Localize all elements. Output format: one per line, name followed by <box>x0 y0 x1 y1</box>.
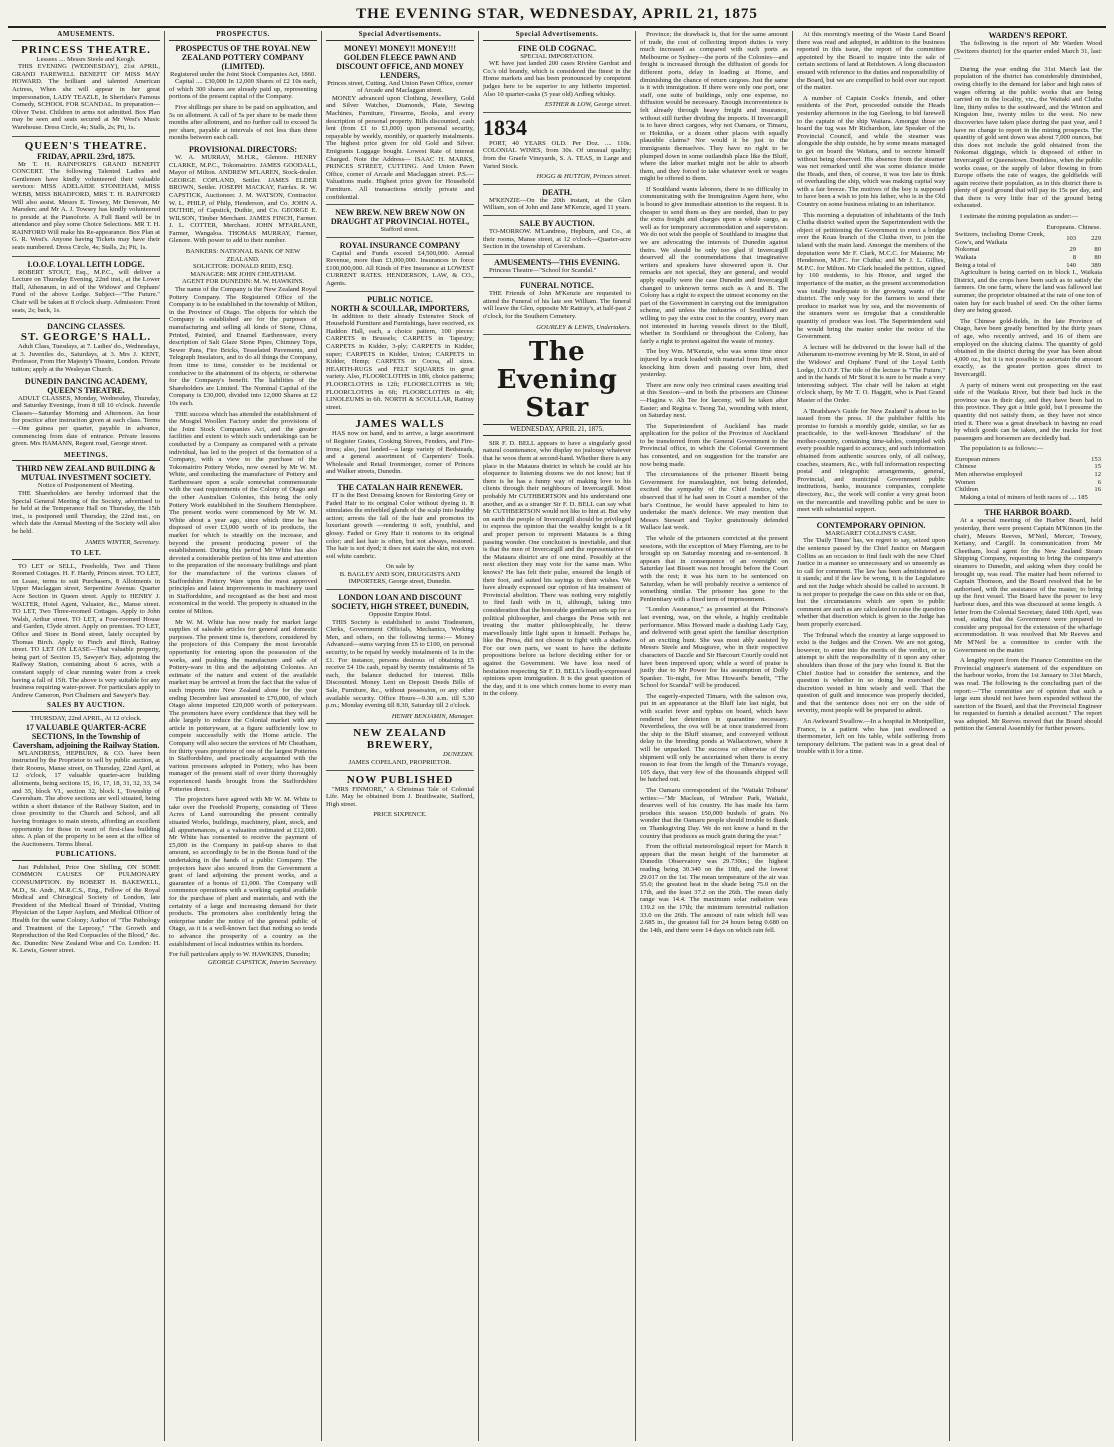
pop2-label: Children <box>955 486 979 494</box>
editorial-body: SIR F. D. BELL appears to have a singularly good natural countenance, who display no jealousy whatever that he woos them at second-hand. Whether there is any place in the Mataura district in which he could air his eloquence to listening dozens we do not know; but if there is he has a funny way of making love to his clients through their neighbours of Invercargill. Most probably Mr CUTHBERTSON and his understand one another, and as a stranger Sir F. D. BELL can say what Mr CUTHBERTSON would not like to hint at. But why on earth the people of Invercargill should be privileged to express the opinion that the wealthy knight is a fit and proper person to represent Mataura is a thing passing wonder. One conclusion is inevitable, and that is that the men of Invercargill and the representative of the Mataura district are of one mind. Possibly at the next election they may vote for the same man. Who knows? He has felt their pulse, ensured the length of their foot, and suited his sayings to their wishes. We have already expressed our opinion of his treatment of Provincial abolition. There was nothing very mightily to find fault with in it, although, taking into consideration that the honorable gentleman sets up for a political philosopher, and charges the Press with not treating the matter philosophically, he threw marvellously little light upon it himself. Perhaps he, like the Press, did not choose to fight with a shadow. For our own parts, we want to have the definite propositions before us before deciding either for or against the Government. We have less need of hesitation respecting Sir F. D. BELL's loudly-expressed opinions upon immigration. It is the great question of the day, and it is one which comes home to every man in the colony. <box>483 439 631 698</box>
news-paragraph: Province; the drawback is, that for the same amount of trade, the cost of collecting import duties is very much increased as compared with such ports as Melbourne or Sydney—the ports of the Colonies—and freight is increased through the diffusion of goods for different ports, delay in loading at Home, and diminishing the chance of return cargoes. Just the same is it with immigration. If there were only one port, one staff, one suite of buildings, only one expense, no diffusion would be necessary. Enough inconvenience is felt already through heavy freight and insurance, without still further dividing the imports. If Invercargill is to have direct cargoes, why not Oamaru, or Timaru, or Hokitika, or a dozen other places with equally plausible claims? Nor would it be just to the immigrants themselves. They have no right to be plumped down in some outlandish place like the Bluff, where the labor market might not be able to absorb them, and they forced to take whatever work or wages might be offered to them. <box>640 31 788 183</box>
lodge-body: ROBERT STOUT, Esq., M.P.C., will deliver a Lecture on Thursday Evening, 22nd inst., at the Lower Hall, Athenæum, in aid of the Widows' and Orphans' Fund of the above Lodge. Subject—"The Future." Chair will be taken at 8 o'clock sharp. Admission: Front seats, 2s; back, 1s. <box>12 268 160 314</box>
prospectus-body-1: The name of the Company is the New Zealand Royal Pottery Company. The Registered Office of the Company is to be established in the township of Milton, in the Province of Otago. The objects for which the Company is established are for the purposes of manufacturing and selling all kinds of Stone, China, Printed, Painted, and Enamel Earthenware, every description of Salt Glaze Stone Pipes, Chimney Tops, Sewer Pans, Fire Bricks, Tesselated Pavements, and Telegraph Insulators, and to do all things the Company, from time to time, consider to be incidental or conducive to the attainment of its objects, or otherwise for the Company's benefit. The liabilities of the Shareholders are Limited. The Nominal Capital of the Company is £30,000, divided into 12,000 Shares at £2 10s each. <box>169 286 317 407</box>
population-table-2 <box>954 456 1102 494</box>
walls-title: JAMES WALLS <box>355 418 445 431</box>
table-row <box>954 471 1102 479</box>
cognac-sub: SPECIAL IMPORTATION. <box>520 52 594 60</box>
cognac-signature: ESTHER & LOW, George street. <box>544 101 631 109</box>
warden-paragraph: A party of miners went out prospecting on the east side of the Waikaia River, but their bad luck in the province was in their day, and they have been bad in this province. They got a little gold, but I presume the quantity did not satisfy them, as they have not since tried it. There was a great drawback in having no road by which goods can be taken, and the tracks for foot passengers and horsemen are decidedly bad. <box>954 381 1102 442</box>
pop-chinese: 80 <box>1094 246 1101 254</box>
prospectus-sig-1: For full particulars apply to W. HAWKINS, Dunedin; <box>169 951 311 959</box>
warden-paragraph: Agriculture is being carried on in block I., Waikaia District, and the crops have been such as to satisfy the farmers. On one farm, where the land was fallowed last summer, the proprietor obtained at the rate of one ton of oaten hay for each bushel of seed. On the other farms they are being grazed. <box>954 269 1102 315</box>
cognac-body: WE have just landed 200 cases Rivière Gardrat and Co.'s old brandy, which is considered the finest in the Home markets and has been pronounced by competent judges here to be superior to any hitherto imported. Also 10 quarter-casks (5 year old) Ardbeg whisky. <box>483 60 631 98</box>
walls-body: HAS now on hand, and to arrive, a large assortment of Register Grates, Cooking Stoves, Fenders, and Fire-irons; also, just landed—a large variety of Bedsteads, and a general assortment of Carpenters' Tools. Wholesale and Retail Ironmonger, corner of Princes and Walker streets, Dunedin. <box>326 430 474 476</box>
sale-body: TO-MORROW. M'Landress, Hepburn, and Co., at their rooms, Manse street, at 12 o'clock—Quarter-acre Section in the township of Caversham. <box>483 227 631 251</box>
sales-body: M'LANDRESS, HEPBURN, & CO. have been instructed by the Proprietor to sell by public auction, at their Rooms, Manse street, on Thursday, 22nd April, at 12 o'clock, 17 valuable quarter-acre building allotments, being sections 15, 16, 17, 18, 31, 32, 33, 34 and 35, block VI., section 32, block I., Township of Caversham. The above sections are well situated, being within a short distance of the Railway Station, and in close proximity to the Church and School, and all having frontages to main streets, affording an excellent opportunity for those in want of first-class building sites. A plan of the property to be seen at the office of the Auctioneers. Terms liberal. <box>12 749 160 848</box>
nowpub-title: NOW PUBLISHED <box>346 773 454 786</box>
pop-total-europeans: 140 <box>1066 261 1077 269</box>
nzb-place: DUNEDIN. <box>443 751 474 759</box>
news-paragraph: A number of Captain Cook's friends, and other residents of the Port, proceeded outside the Heads yesterday afternoon in the tug Geelong, to bid farewell to the captain of the ship Waitara. Amongst those on board the tug was Mr Richardson, late Speaker of the Provincial Council, and while the steamer was alongside the ship outside, he by some means managed to get on board the Waitara, and to secrete himself without being observed. His absence from the steamer was not remarked until she was some distance inside the Heads, and then, of course, it was too late to think of overhauling the ship, which was making capital way with a fair breeze. The motives of the boy is supposed to have been a wish to join his father, who is in the Old Country on some business relating to an inheritance. <box>797 94 945 209</box>
harbour-body: At a special meeting of the Harbor Board, held yesterday, there were present Captain M'Kinnon (in the chair), Messrs Reeves, M'Neil, Mercer, Towsey, Kettany, and Cargill. In communication from Mr Cheetham, local agent for the New Zealand Steam Shipping Company, requesting to bring the company's steamers to Dunedin, and asking when they could be brought up, was read. The matter had been referred to Captain Thomson, and the Board resolved that he be authorised, with the assistance of the master, to bring up the first vessel. The Board have the power to levy harbour dues, and this was discussed at some length. A letter from the Colonial Secretary, dated 10th April, was read, stating that the Government were prepared to consider any proposal for the extension of the wharfage accommodation. It was resolved that Mr Reeves and Mr M'Neil be a committee to confer with the Government on the matter. <box>954 517 1102 654</box>
news-paragraph: The Oamaru correspondent of the 'Waitaki Tribune' writes:—"Mr Maclean, of Windsor Park, Waitaki, deserves well of his country. He has made his farm produce this season 150,000 bushels of grain. No wonder that the Oamaru people should trouble to thank on Thanksgiving Day. We do not know a hand in the country that produces as much grain during the year." <box>640 787 788 840</box>
meetings-header: MEETINGS. <box>12 452 160 462</box>
port-signature: HOGG & HUTTON, Princes street. <box>536 173 631 181</box>
prospectus-terms: Five shillings per share to be paid on application, and 5s on allotment. A call of 5s per share to be made three months after allotment, and no further call to exceed 5s per share, payable at intervals of not less than three months between each call. <box>169 103 317 142</box>
pop-chinese: 229 <box>1091 235 1101 243</box>
pop-europeans: 29 <box>1069 246 1077 254</box>
queens-title: QUEEN'S THEATRE. <box>24 139 148 152</box>
table-row <box>954 262 1102 270</box>
news-paragraph: A 'Bradshaw's Guide for New Zealand' is about to be issued from the press. If the publisher fulfils his promise to furnish a monthly guide, similar, so far as practicable, to the well-known 'Bradshaw' of the mother-country, containing time-tables, compiled with every possible regard to accuracy, and such information obtained from authentic sources only, of all railway, coaches, steamers, &c., with full information respecting postal and telegraphic arrangements, general, Provincial, and municipal Government public institutions, banks, insurance companies, complete directory, &c., the work will confer a very great boon on the mercantile and travelling public and be sure to meet with substantial support. <box>797 407 945 514</box>
population-2-intro: The population is as follows:— <box>960 445 1044 453</box>
sale-title: SALE BY AUCTION. <box>519 218 595 228</box>
manager: MANAGER: MR JOHN CHEATHAM. <box>190 270 296 278</box>
prospectus-body-2: THE success which has attended the establishment of the Mosgiel Woollen Factory under the provisions of the Joint Stock Companies Act, and the greater facilities and extent to which such undertakings can be conducted by a Company as compared with a private individual, has led to the project of the formation of a Company, with a view to the purchase of the Tokomairiro Pottery Works, now owned by Mr W. M. White, and conducting the manufacture of Pottery and Earthenware upon a scale somewhat commensurate with the vast requirements of the Colony of Otago and the other Australian Colonies, this being the only Pottery Work established in the Southern Hemisphere. The present works were commenced by Mr W. M. White about a year ago, since which time he has disposed of over £3,000 worth of its products, the market for which is steadily on the increase, and beyond the present producing power of the establishment. During this period Mr White has also devoted a considerable portion of his time and attention to the preparation of the necessary buildings and plant for the manufacture of the various classes of Staffordshire Pottery Ware upon the most approved principles and latest improvements in machinery used in Staffordshire, and recognised as the best and most economical in the world. The property is situated in the centre of Milton. <box>169 410 317 615</box>
publications-header: PUBLICATIONS. <box>12 851 160 861</box>
news-paragraph: The whole of the prisoners convicted at the present sessions, with the exception of Mary Fleming, are to be brought up on Saturday morning and re-sentenced. It appears that in consequence of an oversight on Saturday last Bissett was not brought before the Court with the rest; it was his turn to be sentenced on Saturday, when he will probably receive a sentence of something similar. The prisoner has gone to the Penitentiary with a fixed term of imprisonment. <box>640 535 788 603</box>
queens-date: FRIDAY, APRIL 23rd, 1875. <box>37 151 135 161</box>
nzb-proprietor: JAMES COPELAND, PROPRIETOR. <box>348 758 452 766</box>
scoullar-body: In addition to their already Extensive Stock of Household Furniture and Furnishings, have received, ex Haddon Hall, each, a choice pattern, 100 pieces: CARPETS in Brussels; CARPETS in Tapestry; CARPETS in Kidder, 3-ply; CARPETS in Kidder, super; CARPETS in Kidder, Union; CARPETS in Kidder, Hemp; CARPETS in Cocoa, all sizes. HEARTH-RUGS and FELT SQUARES in great variety. Also, FLOORCLOTHS in 18ft, choice patterns; FLOORCLOTHS in 12ft; FLOORCLOTHS in 9ft; FLOORCLOTHS in 6ft; FLOORCLOTHS in 4ft; LINOLEUMS in 6ft. NORTH & SCOULLAR, Rattray street. <box>326 312 474 411</box>
paper-date: WEDNESDAY, APRIL 21, 1875. <box>483 424 631 436</box>
sales-date: THURSDAY, 22nd APRIL, At 12 o'clock. <box>30 714 142 722</box>
death-title: DEATH. <box>542 187 572 197</box>
building-society-ad <box>12 464 160 546</box>
loan-address: Opposite Empire Hotel. <box>368 611 432 619</box>
fleece-title: GOLDEN FLEECE PAWN AND DISCOUNT OFFICE, AND MONEY LENDERS, <box>336 52 464 80</box>
hair-body: IT is the Best Dressing known for Restoring Grey or Faded Hair to its original Color without dyeing it. It stimulates the enfeebled glands of the scalp into healthy action; arrests the fall of the hair and promotes its luxuriant growth —rendering it soft, youthful, and glossy. Faded or Grey Hair it restores to its original color; and last hair is often, but not always, restored. The hair is not dyed; it does not stain the skin, not even soil white cambric. <box>326 491 474 560</box>
cognac-title: FINE OLD COGNAC. <box>517 43 596 53</box>
loan-body: THIS Society is established to assist Tradesmen, Clerks, Government Officials, Mechanics, Working Men, and others, on the following terms:— Money Advanced—sums varying from £5 to £100, on personal security, to be repaid by weekly instalments of 1s in the £1. For instance, persons desirous of obtaining £5 receive £4 10s cash, repaid by twenty instalments of 5s each, the balance deducted for interest. Bills Discounted. Money Lent on Deposit Deeds Bills of Sale, Furniture, &c., without possession, or any other available security. Office Hours—9.30 a.m. till 5.30 p.m.; Monday evening till 8.30, Saturday till 2 o'clock. <box>326 618 474 710</box>
loan-signature: HENRY BENJAMIN, Manager. <box>391 712 474 720</box>
warden-title: WARDEN'S REPORT. <box>988 31 1068 40</box>
news-paragraph: The eagerly-expected Timaru, with the salmon ova, put in an appearance at the Bluff late last night, but with scarlet fever and typhus on board, which have rendered her detention in quarantine necessary. Nevertheless, the ova will be at once transferred from the ship to the Bluff steamer, and conveyed without delay to the breeding ponds at Wallacetown, where it will be unpacked. The success or otherwise of the shipment will only be ascertained when there is every reason to fear from the length of the Timaru's voyage, 105 days, that very few of the thousands shipped will be hatched out. <box>640 692 788 784</box>
princess-body: THIS EVENING (WEDNESDAY), 21st APRIL, GRAND FAREWELL BENEFIT OF MISS MAY HOWARD. The brilliant and talented American Actress, When she will appear in her great impersonation, LADY TEAZLE, In Sheridan's Famous Comedy, SCHOOL FOR SCANDAL. In preparation—Oliver Twist. Children in arms not admitted. Box Plan may be seen and seats secured at Mr West's Music Warehouse. Dress Circle, 4s; Stalls, 2s; Pit, 1s. <box>12 63 160 131</box>
money-heading: MONEY! MONEY!! MONEY!!! <box>344 43 456 53</box>
paper-title: The Evening Star <box>496 337 618 424</box>
hair-sale: On sale by <box>385 563 415 571</box>
prospectus-body-3: Mr W. M. White has now ready for market large supplies of saleable articles for general and domestic purposes. The present time is, therefore, considered by the projectors of this Company the most favorable opportunity for entering upon the possession of the works, and pushing the manufacture and sale of Pottery-ware in this and the adjoining Colonies. An estimate of the nature and extent of the available market may be arrived at from the fact that the value of such imports into New Zealand alone for the year ending December last amounted to £70,000, of which Otago alone imported £20,000 worth of potteryware. The promoters have every confidence that they will be able largely to reduce the Colonial market with any article in potteryware, at a figure sufficiently low to compete successfully with the Home article. The Company will also secure the services of Mr Cheatham, for thirty years proprietor of one of the largest Potteries in Staffordshire, and practically acquainted with the various processes adopted in Pottery, who has been manager of the present staff of over thirty thoroughly experienced hands brought from the Staffordshire Potteries direct. <box>169 618 317 793</box>
pop2-label: Chinese <box>955 463 977 471</box>
column-special-ads-2 <box>479 31 636 1441</box>
news-paragraph: This morning a deputation of inhabitants of the Inch Clutha district waited upon the Superintendent with the object of petitioning the Government to erect a bridge over the Koau branch of the Clutha river, to join the island with the main land. Amongst the members of the deputation were Mr F. Clark, M.C.C. for Mataura; Mr Henderson, M.P.C. for Clutha; and Mr J. L. Gillies, M.P.C. for Milton. Mr Clark headed the petition, signed by 160 residents, to his Honor, and urged the importance of the matter, as the present accommodation was totally inadequate to the growing wants of the district. The only way for the farmers to send their produce to market was by sea, and the movements of the steamers were so irregular that a considerable quantity of produce was lost. The Superintendent said he would bring the matter under the notice of the Government. <box>797 211 945 341</box>
news-paragraph: A lecture will be delivered in the lower hall of the Athenæum to-morrow evening by Mr R. Stout, in aid of the Widows' and Orphans' Fund of the Loyal Leith Lodge, I.O.O.F. The title of the lecture is "The Future," and in the hands of Mr Stout it is sure to be made a very interesting subject. The chair will be taken at eight o'clock sharp, by Mr T. O. Haggitt, who is Past Grand Master of the Order. <box>797 343 945 404</box>
news-paragraph: An Awkward Swallow.—In a hospital in Montpellier, France, is a patient who has just swallowed a thermometer, left on his table, while suffering from temporary delirium. The patient was in a great deal of trouble with it for a time. <box>797 718 945 756</box>
fleece-address: Princes street, Cutting. And Union Pawn Office, corner of Arcade and Maclaggan street. <box>327 79 473 95</box>
news-paragraph: The Superintendent of Auckland has made application for the police of the Province of Auckland to be transferred from the General Government to the Provincial office, to which the Colonial Government has consented, and on suggestion for the transfer are now being made. <box>640 422 788 468</box>
pop-europeans: 8 <box>1072 254 1077 262</box>
news-paragraph: From the official meteorological report for March it appears that the mean height of the barometer at Dunedin Observatory was 29.730in.; the highest reading being 30.340 on the 10th, and the lowest 29.017 on the 1st. The mean temperature of the air was 55.0; the greatest heat in the shade being 75.0 on the 17th, and the least 37.2 on the 26th. The mean daily range was 14.4. The maximum solar radiation was 139.2 on the 17th; the minimum terrestrial radiation 33.0 on the 26th. The amount of rain which fell was 2.685 in., the greatest fall for 24 hours being 0.680 on the 14th, and there were 14 days on which rain fell. <box>640 843 788 934</box>
harbour-paragraph: A lengthy report from the Finance Committee on the Provincial engineer's statement of the expenditure on the harbour works, from the 1st January to 31st March, was read. The following is the concluding part of the report:—"The committee are of opinion that such a large sum should not have been expended without the sanction of the Board, and that the Provincial Engineer be requested to furnish a detailed account." The report was adopted. Mr Reeves moved that the Board should petition the General Assembly for further powers. <box>954 657 1102 733</box>
dancing-title: DANCING CLASSES. <box>47 322 125 332</box>
collins-title: MARGARET COLLINS'S CASE. <box>825 529 917 537</box>
warden-intro: The following is the report of Mr Warden Wood (Switzers district) for the quarter ended March 31, last:— <box>954 40 1102 63</box>
table-row <box>954 254 1102 262</box>
directors-list: W. A. MURRAY, M.H.R., Glenore. HENRY CLARKE, M.P.C., Tokomairiro. JAMES GOODALL, Mayor of Milton. ANDREW M'LAREN, Stock-dealer. GEORGE COPLAND, Settler. JAMES ELDER BROWN, Settler. JOSEPH MACKAY, Fairfax. R. W. CAPSTICK, Auctioneer. J. M. WATSON, Contractor. W. L. PHILP, of Philp, Henderson, and Co. JOHN A. DUTHIE, of Capstick, Duthie, and Co. GEORGE E. WILSON, Timber Merchant. JAMES FINCH, Farmer. J. L. COTTER, Merchant. JOHN M'FARLANE, Farmer, Wangaloa. THOMAS MURRAY, Farmer, Glenore. With power to add to their number. <box>169 153 317 245</box>
table-row <box>954 486 1102 494</box>
dancing-ad <box>12 322 160 448</box>
port-year: 1834 <box>483 114 527 140</box>
population-2-total: Making a total of miners of both races of .... 185 <box>960 493 1088 501</box>
nowpub-body: "MRS FINMORE," A Christmas Tale of Colonial Life. May be obtained from J. Braithwaite, Stafford, High street. <box>326 785 474 808</box>
news-paragraph: At this morning's meeting of the Waste Land Board there was read and adopted, in addition to the business reported in this issue, the report of the committee appointed by the Board to inquire into the sale of certain sections of land at Reidstown. A long discussion ensued with reference to the duties and responsibility of the Board, but we are compelled to hold over our report of the matter. <box>797 31 945 92</box>
news-paragraph: The circumstances of the prisoner Bissett being Government for manslaughter, not being defended, excited the sympathy of the Chief Justice, who observed that if he had seen in Court a member of the bar's Continue, he would have appealed to him to undertake the man's defence. We may mention that Messrs Stewart and Taylor gratuitously defended Wallace last week. <box>640 471 788 532</box>
amuse-title: AMUSEMENTS—THIS EVENING. <box>494 257 620 267</box>
queens-theatre-ad <box>12 140 160 252</box>
pop2-value: 12 <box>1094 471 1101 479</box>
news-paragraph: If Southland wants laborers, there is no difficulty in communicating with the Immigration Agent here, who is bound to give immediate attention to the request. It is cheaper to send them as they are needed, than to pay the extra freight and charges upon a whole cargo, as well as for temporary accommodation and supervision. We do not wish the people of Southland to imagine that we are advocating the interests of Dunedin against theirs. We should be only too glad if Invercargill deserved all the commendations that imaginative writers and speakers have showered upon it. Our remarks are not special, they are general, and would apply equally were the case Dunedin and Invercargill changed to unknown terms such as A and B. The Colony has a right to expect the utmost economy on the part of the Government in carrying out the immigration scheme, and unless the industries of Southland are willing to pay the extra cost to the country, every man not interested in having vessels direct to the Bluff, whether in Southland or throughout the Colony, has fairly a right to protest against the waste of money. <box>640 185 788 345</box>
academy-title: DUNEDIN DANCING ACADEMY, QUEEN'S THEATRE. <box>24 376 148 395</box>
pop-head-place <box>954 224 1046 232</box>
pop-total-chinese: 389 <box>1091 261 1101 269</box>
funeral-title: FUNERAL NOTICE. <box>520 281 594 291</box>
columns <box>8 31 1106 1441</box>
masthead <box>8 6 1106 28</box>
publications-body: Just Published, Price One Shilling, ON SOME COMMON CAUSES OF PULMONARY CONSUMPTION. By ROBERT H. BAKEWELL, M.D., St. Andr., M.R.C.S., Eng., Fellow of the Royal Medical and Chirurgical Society of London, late President of the Medical Board of Trinidad, Visiting Physician of the Leper Asylum, and Medical Officer of Health for the same Colony; Author of "The Pathology and Treatment of the Leprosy," "The Growth and Reproduction of the Red Corpuscles of the Blood," &c. &c. Dunedin: New Zealand Wise and Co. London: H. K. Lewis, Gower street. <box>12 863 160 955</box>
table-row <box>954 246 1102 254</box>
prospectus-capital: Capital .... £30,000 In 12,000 Shares of £2 10s each, of which 300 shares are already paid up, representing portions of the present capital of the Company. <box>169 78 317 101</box>
prospectus-sig-2: GEORGE CAPSTICK, Interim Secretary. <box>207 958 317 966</box>
scoullar-title: NORTH & SCOULLAR, IMPORTERS, <box>330 303 470 313</box>
pop-head-europeans: Europeans. <box>1046 223 1077 231</box>
pop-total-label: Being a total of <box>955 261 996 269</box>
nowpub-price: PRICE SIXPENCE. <box>373 811 427 819</box>
pop2-value: 16 <box>1094 486 1101 494</box>
sales-header: SALES BY AUCTION. <box>12 702 160 712</box>
royal-body: Capital and Funds exceed £4,500,000. Annual Revenue, more than £1,000,000. Insurances in force £100,000,000. All Kinds of Fire Insurance at LOWEST CURRENT RATES. HENDERSON, LAW, & CO., Agents. <box>326 249 474 288</box>
brew-address: Stafford street. <box>380 226 420 234</box>
table-row <box>954 479 1102 487</box>
harbour-title: THE HARBOR BOARD. <box>984 508 1072 518</box>
column-prospectus <box>165 31 322 1441</box>
hair-title: THE CATALAN HAIR RENEWER. <box>337 482 463 492</box>
building-sub: Notice of Postponement of Meeting. <box>37 482 135 490</box>
special-ads-header-2: Special Advertisements. <box>483 31 631 41</box>
pop2-label: Women <box>955 478 976 486</box>
princess-title: PRINCESS THEATRE. <box>21 43 151 56</box>
pop-chinese: 80 <box>1094 254 1101 262</box>
column-news-1 <box>636 31 793 1441</box>
prospectus-body-4: The projectors have agreed with Mr W. M. White to take over the Freehold Property, consisting of Three Acres of Land surrounding the present centrally situated Works, buildings, machinery, plant, stock, and all appurtenances, at a valuation estimated at £12,000. Mr White has consented to receive the payment of £5,000 in the Company in paid-up shares to that amount, so accordingly to be in the Bonus fund of the undertaking in the hands of a public Company. The projectors have also secured from the Government a grant of land adjoining the present works, and a guarantee of a bonus of £1,000. The Company will commence operations with a working capital available for the purchase of plant and materials, and with the certainty of a large and increasing demand for their products. The promoters also confidently bring the enterprise under the notice of the general public of Otago, as it is a well-known fact that nothing so tends to advance the prosperity of a country as the establishment of local industries within its borders. <box>169 796 317 948</box>
brew-title: NEW BREW. NEW BREW NOW ON DRAUGHT AT PROVINCIAL HOTEL, <box>330 208 470 227</box>
pop-place: Waikaia <box>955 254 977 262</box>
warden-paragraph: During the year ending the 31st March last the population of the district has considerably diminished, owing chiefly to the demand for labor and high rates of wages offering at the public works that are being carried on in the locality, viz., the Waitaki and Clutha line, thirty miles to the southward, and the Winton and Kingston line, twenty miles to the west. No new discoveries have taken place during the past year, and I have no change to report in the mining prospects. The quantity of gold sent down was about 7,000 ounces, but this does not include the gold obtained from the Nokomai diggings, which is disposed of either in Invercargill or Queenstown. Doubtless, when the public works cease, or the supply of labor flowing in from Europe offsets the rate of wages, the goldfields will again receive their population, as in this district there is plenty of good ground that will pay its 15s per day, and that there is very little fear of the ground being exhausted. <box>954 65 1102 210</box>
tolet-header: TO LET. <box>12 550 160 560</box>
building-signature: JAMES WINTER, Secretary. <box>85 538 160 546</box>
sales-title: 17 VALUABLE QUARTER-ACRE SECTIONS, In the Township of Caversham, adjoining the Railway Station. <box>12 722 160 750</box>
column-news-2 <box>793 31 950 1441</box>
news-paragraph: The 'Daily Times' has, we regret to say, seized upon the sentence passed by the Chief Justice on Margaret Collins as an occasion to find fault with the new Chief Justice in a manner so unnecessary and so unseemly as to call for comment. The law has been administered as it stands; and if the law be wrong, it is the Legislature and not the Judge which should be called to account. It is not proper to prejudge the case on this side or on that, but the circumstances which are open to public comment are such as are calculated to raise the question whether that discretion which is given to the Judge has been properly exercised. <box>797 537 945 628</box>
loan-title: LONDON LOAN AND DISCOUNT SOCIETY, HIGH STREET, DUNEDIN, <box>331 593 469 612</box>
pop-place: Nokomai <box>955 246 980 254</box>
fleece-body: MONEY advanced upon Clothing, Jewellery, Gold and Silver Watches, Diamonds, Plate, Sewing Machines, Furniture, Firearms, Books, and every description of personal property. Bills discounted, cash lent (from £1 to £1,000) upon personal security, repayable by weekly, monthly, or quarterly instalments. The highest price given for old Gold and Silver. Emigrants Luggage bought. Lowest Rate of interest Charged. Note the Address— ISAAC H. MARKS, PRINCES STREET, CUTTING. And Union Pawn Office, corner of Arcade and Maclaggan street. P.S.—Valuations made. Highest price given for Household Furniture. All transactions strictly private and confidential. <box>326 94 474 201</box>
news-paragraph: "London Assurance," as presented at the Princess's last evening, was, on the whole, a highly creditable performance. Miss Howard made a dashing Lady Gay, and delivered with great spirit the familiar description of an exciting hunt. She was most ably assisted by Messrs Steele and Musgrave, who in their respective characters of Dazzle and Sir Harcourt Courtly could not have been improved upon; while a word of praise is justly due to Mr Power for his assumption of Dolly Spanker. To-night, for Miss Howard's benefit, "The School for Scandal" will be produced. <box>640 606 788 690</box>
pop2-label: European miners <box>955 455 1000 463</box>
population-table <box>954 224 1102 270</box>
princess-theatre-ad <box>12 44 160 132</box>
pop2-value: 153 <box>1091 455 1101 463</box>
royal-title: ROYAL INSURANCE COMPANY <box>339 240 461 250</box>
building-body: THE Shareholders are hereby informed that the Special General Meeting of the Society, advertised to be held at the Temperance Hall on Thursday, the 15th inst., is postponed until Thursday, the 22nd inst., on which date the Annual Meeting of the Society will also be held. <box>12 489 160 535</box>
special-ads-header: Special Advertisements. <box>326 31 474 41</box>
news-paragraph: The boy Wm. M'Kenzie, who was some time since injured by a truck loaded with material from Pith street knocking him down and passing over him, died yesterday. <box>640 348 788 379</box>
lodge-title: I.O.O.F. LOYAL LEITH LODGE. <box>27 259 145 269</box>
queens-body: Mr T. H. RAINFORD'S GRAND BENEFIT CONCERT. The following Talented Ladies and Gentlemen have kindly volunteered their valuable services: MISS ADELAIDE STONEHAM, MISS WEBB, MISS BRADFORD, MRS T. H. RAINFORD Will also assist. Messrs E. Towsey, Mr Denovan, Mr Marsden; and Mr A. J. Towsey has kindly volunteered to preside at the Pianoforte. A Full Band will be in attendance and play some Choice Selections. MR T. H. RAINFORD Will make his Re-appearance. Box Plan at G. R. West's. Anyone having Tickets may have their seats numbered. Dress Circle, 4s; Stalls, 2s; Pit, 1s. <box>12 160 160 252</box>
table-row <box>954 456 1102 464</box>
table-row <box>954 231 1102 246</box>
pop2-value: 15 <box>1094 463 1101 471</box>
news-paragraph: The Tribunal which the country at large supposed to exist is the Judges and the Crown. We are not going, however, to enter into the merits of the verdict, or to attempt to shift the responsibility of it upon any other shoulders than those of the jury who found it. But the Chief Justice had to consider the sentence, and the question is whether in so doing he exercised the discretion vested in him wisely and well. That the question of guilt and innocence was properly decided, and that the sentence does not err on the side of severity, most people will be prepared to admit. <box>797 631 945 715</box>
lodge-ad <box>12 260 160 315</box>
population-intro: I estimate the mining population as under:— <box>960 213 1078 221</box>
funeral-body: THE Friends of John M'Kenzie are requested to attend the Funeral of his late son William. The funeral will leave the Glen, opposite Mr Rattray's, at half-past 2 o'clock, for the Southern Cemetery. <box>483 290 631 321</box>
tolet-body: TO LET or SELL, Freeholds, Two and Three Roomed Cottages. H. F. Hardy, Princes street. TO LET, on Lease, terms to suit Purchasers, 8 Allotments in Upper Maclaggan street, Serpentine Avenue. Quarter Acre Section in Queen street. Apply to HENRY J. WALTER, Hotel Agent, Valuator, &c., Manse street. TO LET, Two Three-roomed Cottages. Apply to John Walsh, Arthur street. TO LET, a Four-roomed House and Garden, Clyde street. Apply on premises. TO LET, Office and Store in Bond street, lately occupied by Thomas Birch. Apply to Finch and Birch, Rattray street. TO LET ON LEASE—That valuable property, being part of Section 15, Sawyer's Bay, adjoining the Railway Station, containing about 6 acres, with a constant supply of clear running water from a creek having a fall of 15ft. The above is very suitable for any business requiring water-power. For particulars apply to Andrew Cameron, Port Chalmers and Sawyer's Bay. <box>12 562 160 699</box>
nzb-title: NEW ZEALAND BREWERY, <box>353 727 447 752</box>
table-row <box>954 463 1102 471</box>
news-paragraph: There are now only two criminal cases awaiting trial at this Session—and in both the prisoners are Chinese—Hagina v. Ah Tee for larceny, will be taken after Easter; and Regina v. Tsong Tai, wounding with intent, on Saturday next. <box>640 381 788 420</box>
prospectus-title: PROSPECTUS OF THE ROYAL NEW ZEALAND POTTERY COMPANY (LIMITED). <box>175 43 311 71</box>
amuse-body: Princess Theatre—"School for Scandal." <box>489 266 597 274</box>
stgeorge-body: Adult Class, Tuesdays, at 7. Ladies' do., Wednesdays, at 3. Juveniles do., Saturdays, at 3. Mrs J. KENT, Professor, From Her Majesty's Theatre, London. Private tuition; apply at the Wesleyan Church. <box>12 343 160 373</box>
academy-body: ADULT CLASSES, Monday, Wednesday, Thursday, and Saturday Evenings, from 8 till 10 o'clock. Juvenile Classes—Saturday Morning and Afternoon. An hour for practice after instruction given at each class. Terms—One guinea per quarter, payable in advance, commencing from date of entrance. Private lessons given. Mrs HAMANN, Regent road, George street. <box>12 394 160 448</box>
building-title: THIRD NEW ZEALAND BUILDING & MUTUAL INVESTMENT SOCIETY. <box>16 464 156 483</box>
public-notice-title: PUBLIC NOTICE. <box>367 294 433 304</box>
contemporary-title: CONTEMPORARY OPINION. <box>816 520 926 530</box>
princess-lessees: Lessees .... Messrs Steele and Keogh. <box>36 55 136 63</box>
masthead-title: THE EVENING STAR, WEDNESDAY, APRIL 21, 1875 <box>356 6 758 22</box>
pop-head-chinese: Chinese. <box>1078 223 1101 231</box>
column-amusements <box>8 31 165 1441</box>
amusements-header: AMUSEMENTS. <box>12 31 160 41</box>
bankers: BANKERS: NATIONAL BANK OF NEW ZEALAND. <box>185 248 301 263</box>
pop-europeans: 103 <box>1066 235 1077 243</box>
column-special-ads-1 <box>322 31 479 1441</box>
warden-paragraph: The Chinese gold-fields, in the late Province of Otago, have been greatly benefited by the thirty years of age, who recently arrived, and 16 of them are employed on the sluicing claims. The quantity of gold obtained in the district during the year has been about 4,000 oz., but it is not possible to ascertain the amount exactly, as the greater portion goes direct to Invercargill. <box>954 317 1102 378</box>
directors-title: PROVISIONAL DIRECTORS: <box>188 144 298 154</box>
stgeorge-title: ST. GEORGE'S HALL. <box>20 331 152 344</box>
prospectus-registration: Registered under the Joint Stock Companies Act, 1860. <box>170 70 316 78</box>
solicitor: SOLICITOR: DONALD REID, ESQ. <box>192 263 294 271</box>
pop2-label: Men otherwise employed <box>955 471 1023 479</box>
hair-seller: B. BAGLEY AND SON, DRUGGISTS AND IMPORTERS, George street, Dunedin. <box>339 570 461 586</box>
death-body: M'KENZIE—On the 20th instant, at the Glen William, son of John and Jane M'Kenzie, aged 11 years. <box>483 196 631 212</box>
agent: AGENT FOR DUNEDIN: M. W. HAWKINS. <box>181 278 305 286</box>
prospectus-header: PROSPECTUS. <box>169 31 317 41</box>
column-warden-report <box>950 31 1106 1441</box>
pop2-value: 6 <box>1097 478 1101 486</box>
pop-place: Switzers, including Dome Creek, Gow's, and Waikaia <box>955 231 1045 246</box>
port-body: PORT, 40 YEARS OLD. Per Doz. .... 110s. COLONIAL WINES, from 30s. Of unusual quality; from the Graefe Vineyards, S. A. TEAS, in Large and Varied Stock. <box>483 139 631 170</box>
funeral-signature: GOURLEY & LEWIS, Undertakers. <box>536 323 631 331</box>
